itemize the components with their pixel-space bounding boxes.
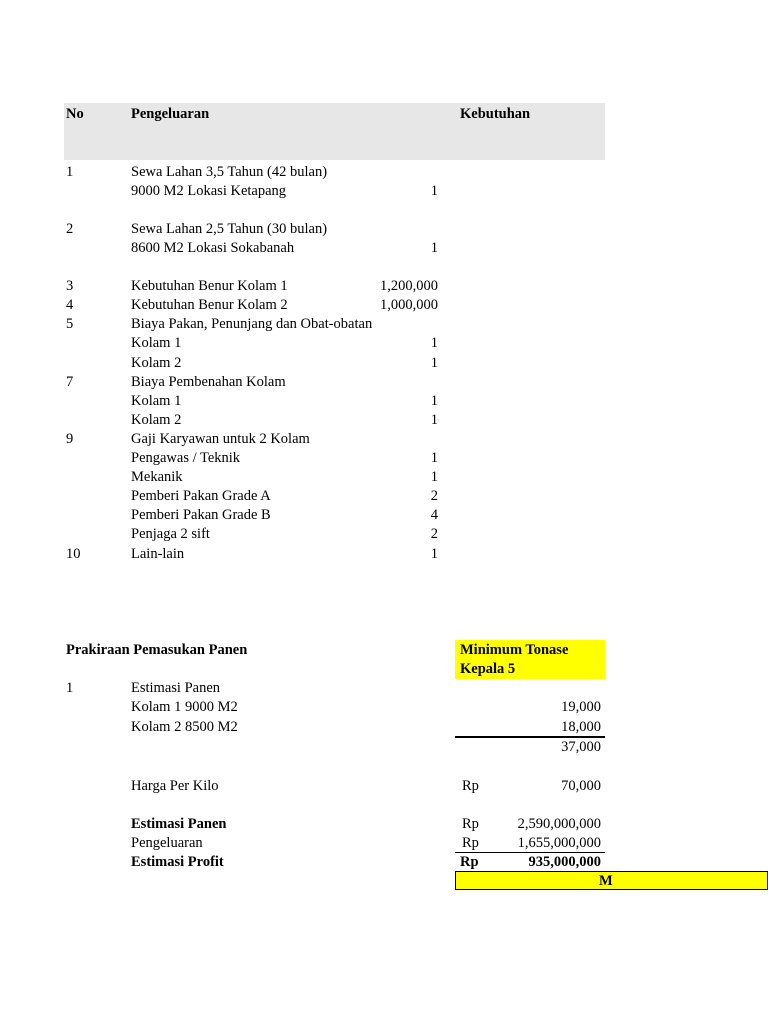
row-value: 1 (430, 546, 438, 562)
row-item: Biaya Pakan, Penunjang dan Obat-obatan (131, 316, 373, 332)
row-item: Pengawas / Teknik (131, 450, 241, 466)
header-kebutuhan: Kebutuhan (460, 106, 531, 122)
row-value: 1 (430, 393, 438, 409)
row-value: 4 (430, 507, 438, 523)
row-item: Kolam 1 (131, 393, 182, 409)
row-value: 1 (430, 450, 438, 466)
header-no: No (66, 106, 84, 122)
pengeluaran-label: Pengeluaran (131, 835, 203, 851)
row-no: 5 (66, 316, 74, 332)
income-title: Prakiraan Pemasukan Panen (66, 642, 248, 658)
profit-value: 935,000,000 (528, 854, 601, 870)
profit-label: Estimasi Profit (131, 854, 224, 870)
row-value: 1 (430, 240, 438, 256)
min-tonase-line2: Kepala 5 (460, 661, 516, 677)
row-value: 1 (430, 412, 438, 428)
row-item: Pemberi Pakan Grade A (131, 488, 271, 504)
row-item: Kolam 2 (131, 412, 182, 428)
pengeluaran-currency: Rp (462, 835, 479, 851)
row-value: 1 (430, 335, 438, 351)
kolam1-value: 19,000 (561, 699, 601, 715)
harga-currency: Rp (462, 778, 479, 794)
header-pengeluaran: Pengeluaran (131, 106, 210, 122)
row-item: Sewa Lahan 3,5 Tahun (42 bulan) (131, 164, 328, 180)
harga-label: Harga Per Kilo (131, 778, 219, 794)
row-value: 2 (430, 526, 438, 542)
row-item: Mekanik (131, 469, 183, 485)
row-no: 10 (66, 546, 81, 562)
row-value: 1 (430, 469, 438, 485)
estimasi-panen-value: 2,590,000,000 (517, 816, 601, 832)
pengeluaran-value: 1,655,000,000 (517, 835, 601, 851)
row-item: Kebutuhan Benur Kolam 2 (131, 297, 288, 313)
row-item: Gaji Karyawan untuk 2 Kolam (131, 431, 310, 447)
row-no: 4 (66, 297, 74, 313)
estimasi-panen-currency: Rp (462, 816, 479, 832)
row-item: 8600 M2 Lokasi Sokabanah (131, 240, 295, 256)
row-no: 9 (66, 431, 74, 447)
harga-value: 70,000 (561, 778, 601, 794)
highlight-bar-text: M (599, 873, 613, 889)
total-value: 37,000 (561, 739, 601, 755)
row-value: 1,000,000 (380, 297, 438, 313)
row-value: 1,200,000 (380, 278, 438, 294)
row-no: 2 (66, 221, 74, 237)
row-item: Kolam 2 (131, 355, 182, 371)
row-item: Pemberi Pakan Grade B (131, 507, 271, 523)
row-value: 2 (430, 488, 438, 504)
min-tonase-line1: Minimum Tonase (460, 642, 569, 658)
estimasi-label: Estimasi Panen (131, 680, 221, 696)
row-no: 3 (66, 278, 74, 294)
row-value: 1 (430, 183, 438, 199)
income-row-no: 1 (66, 680, 74, 696)
row-item: Biaya Pembenahan Kolam (131, 374, 286, 390)
profit-currency: Rp (460, 854, 479, 870)
row-item: Sewa Lahan 2,5 Tahun (30 bulan) (131, 221, 328, 237)
estimasi-panen-label: Estimasi Panen (131, 816, 227, 832)
row-no: 1 (66, 164, 74, 180)
kolam2-label: Kolam 2 8500 M2 (131, 719, 238, 735)
row-value: 1 (430, 355, 438, 371)
highlight-bar (455, 871, 768, 890)
kolam2-value: 18,000 (561, 719, 601, 735)
row-item: Penjaga 2 sift (131, 526, 210, 542)
row-item: 9000 M2 Lokasi Ketapang (131, 183, 287, 199)
row-item: Lain-lain (131, 546, 185, 562)
row-item: Kolam 1 (131, 335, 182, 351)
row-item: Kebutuhan Benur Kolam 1 (131, 278, 288, 294)
row-no: 7 (66, 374, 74, 390)
kolam1-label: Kolam 1 9000 M2 (131, 699, 238, 715)
